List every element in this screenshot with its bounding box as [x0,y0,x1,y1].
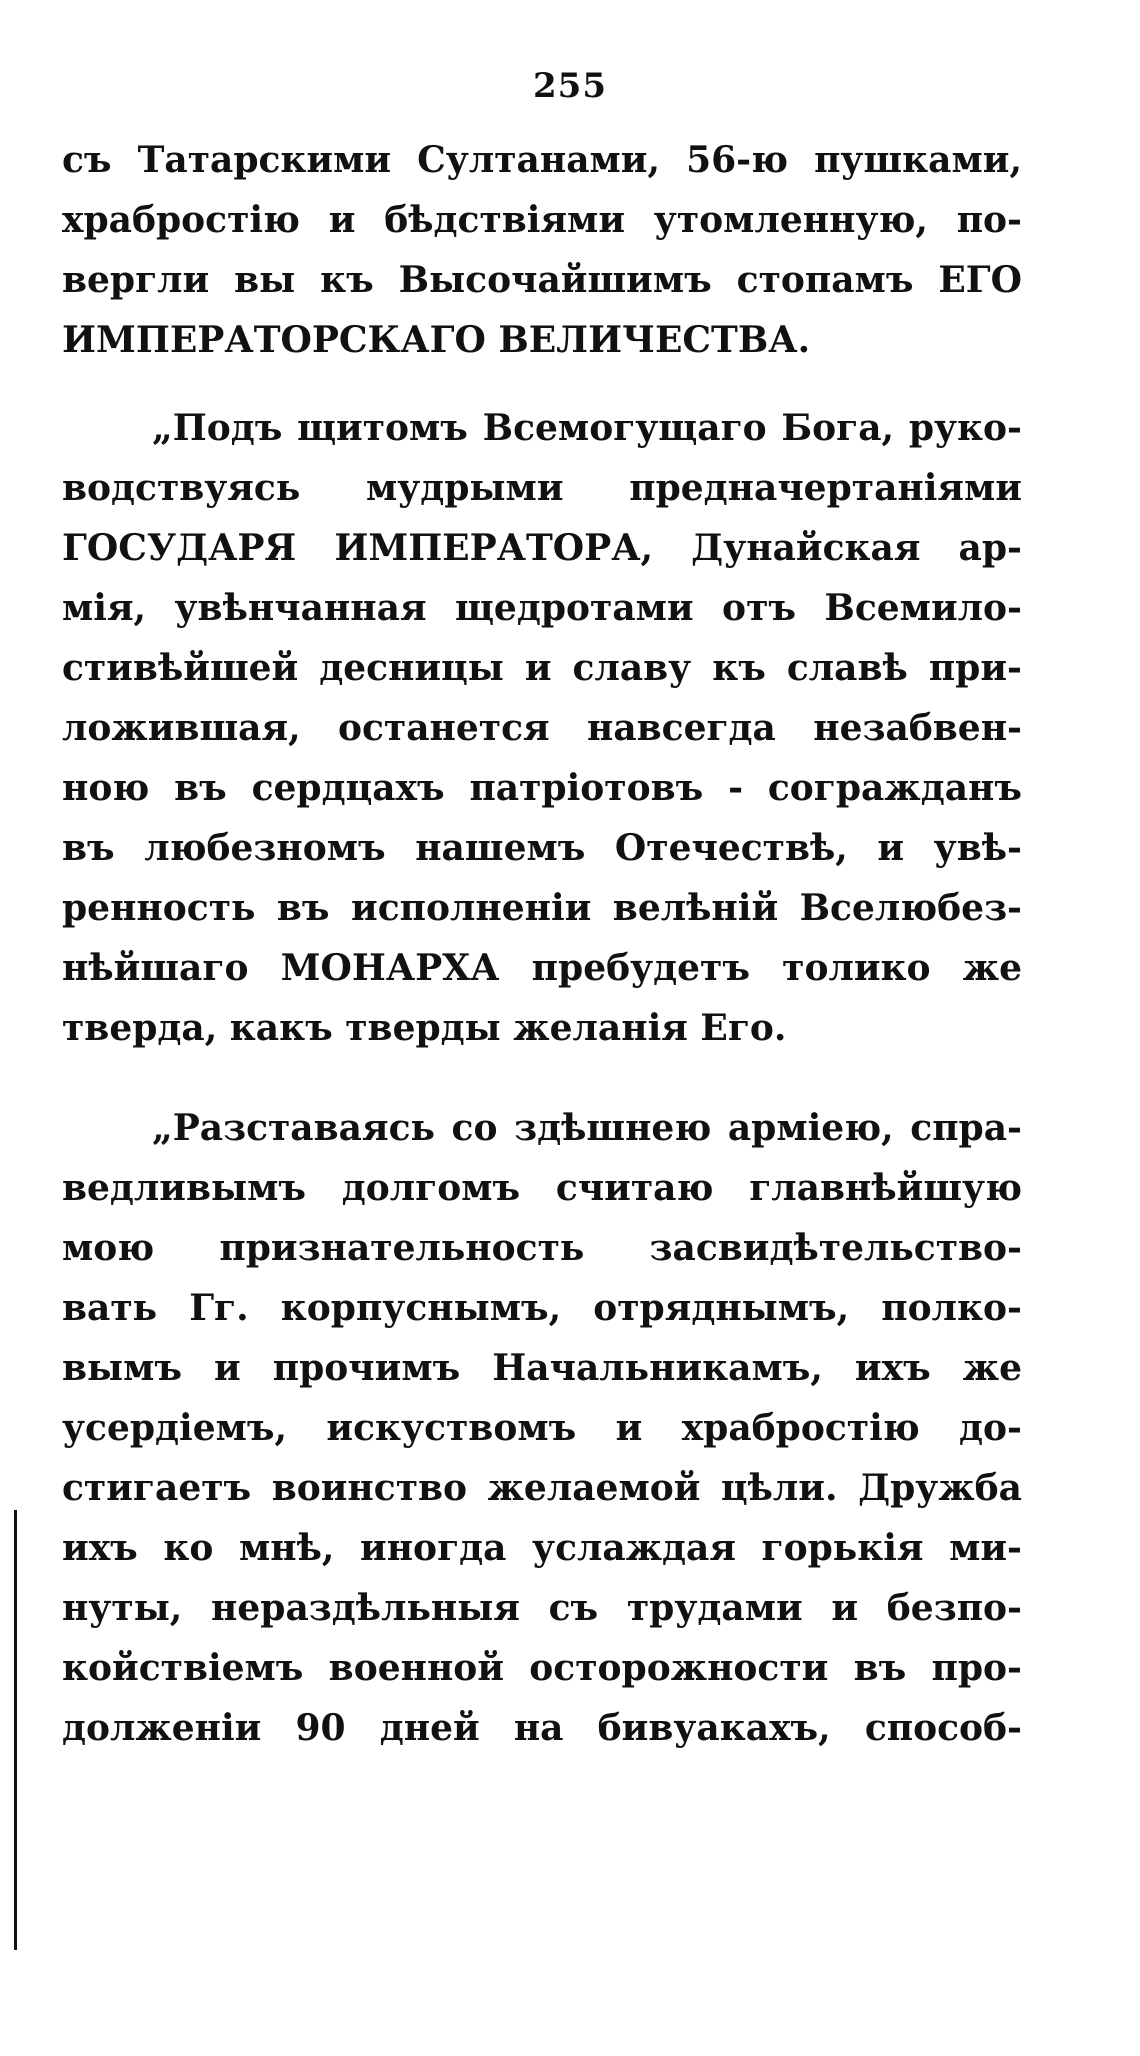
page-number: 255 [533,66,607,106]
text-line: ренность въ исполненіи велѣній Вселюбез- [62,887,1022,929]
text-line: мія, увѣнчанная щедротами отъ Всемило- [62,587,1022,629]
text-line: ГОСУДАРЯ ИМПЕРАТОРА, Дунайская ар- [62,527,1022,569]
text-line: вымъ и прочимъ Начальникамъ, ихъ же [62,1347,1022,1389]
text-line: ною въ сердцахъ патріотовъ - согражданъ [62,767,1022,809]
text-line: храбростію и бѣдствіями утомленную, по- [62,199,1022,241]
text-line: вергли вы къ Высочайшимъ стопамъ ЕГО [62,259,1022,301]
text-line: тверда, какъ тверды желанія Его. [62,1007,787,1049]
text-line: водствуясь мудрыми предначертаніями [62,467,1022,509]
text-line: въ любезномъ нашемъ Отечествѣ, и увѣ- [62,827,1022,869]
page-edge-rule [14,1510,17,1950]
text-line: мою признательность засвидѣтельство- [62,1227,1022,1269]
text-line: „Разставаясь со здѣшнею арміею, спра- [152,1107,1022,1149]
text-line: ИМПЕРАТОРСКАГО ВЕЛИЧЕСТВА. [62,319,811,361]
text-line: ихъ ко мнѣ, иногда услаждая горькія ми- [62,1527,1022,1569]
text-line: нѣйшаго МОНАРХА пребудетъ толико же [62,947,1022,989]
text-line: стивѣйшей десницы и славу къ славѣ при- [62,647,1022,689]
text-line: нуты, нераздѣльныя съ трудами и безпо- [62,1587,1022,1629]
text-line: стигаетъ воинство желаемой цѣли. Дружба [62,1467,1022,1509]
text-line: „Подъ щитомъ Всемогущаго Бога, руко- [152,407,1022,449]
text-line: койствіемъ военной осторожности въ про- [62,1647,1022,1689]
text-line: съ Татарскими Султанами, 56-ю пушками, [62,139,1022,181]
text-line: ведливымъ долгомъ считаю главнѣйшую [62,1167,1022,1209]
text-line: долженіи 90 дней на бивуакахъ, способ- [62,1707,1022,1749]
text-line: ложившая, останется навсегда незабвен- [62,707,1022,749]
text-line: усердіемъ, искуствомъ и храбростію до- [62,1407,1022,1449]
text-line: вать Гг. корпуснымъ, отряднымъ, полко- [62,1287,1022,1329]
